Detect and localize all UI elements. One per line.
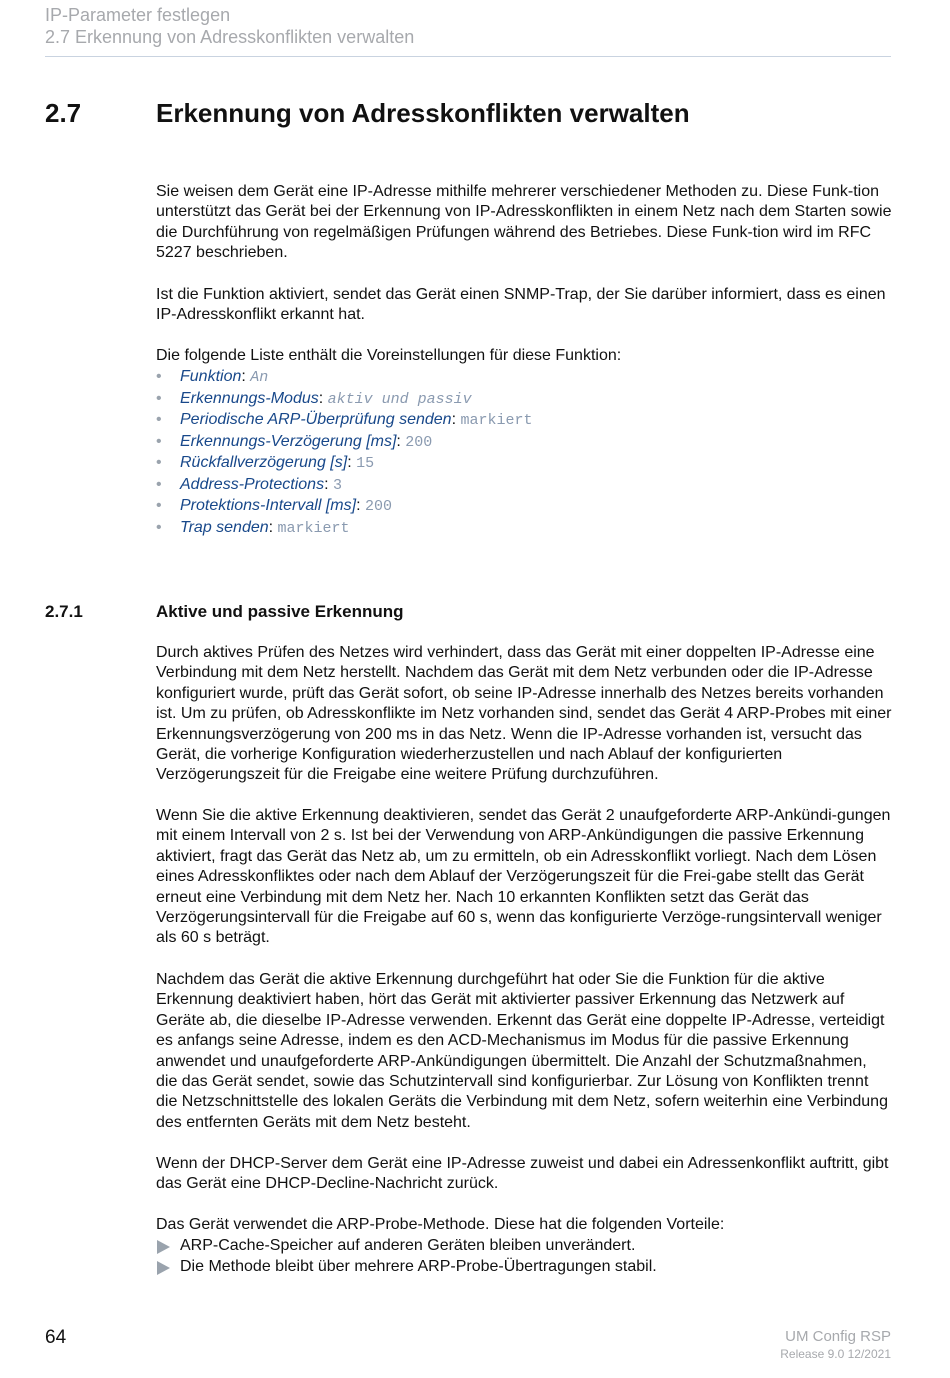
list-item [156,410,892,432]
param-name: Trap senden [180,518,269,536]
bullet-icon: • [156,389,162,407]
footer-release: Release 9.0 12/2021 [780,1347,891,1361]
active-detection-paragraph: Durch aktives Prüfen des Netzes wird verhindert, dass das Gerät mit einer doppelten IP-Adresse eine Verbindung mit dem Netz herstellt. Nachdem das Gerät mit dem Netz verbunden oder die IP-Adresse konfiguriert wurde, prüft das Gerät sofort, ob seine IP-Adresse innerhalb des Netzes bereits vorhanden ist. Um zu prüfen, ob Adresskonflikte im Netz vorhanden sind, sendet das Gerät 4 ARP-Probes mit einer Erkennungsverzögerung von 200 ms in das Netz. Wenn die IP-Adresse vorhanden ist, versucht das Gerät, die vorherige Konfiguration wiederherzustellen und nach Ablauf der konfigurierten Verzögerungszeit für die Freigabe eine weitere Prüfung durchzuführen. [156,644,892,784]
param-value: 200 [405,433,433,451]
header-divider [45,56,891,57]
separator: : [241,368,251,385]
param-name: Address-Protections [180,475,325,493]
list-item [156,496,892,518]
advantage-text: ARP-Cache-Speicher auf anderen Geräten bleiben unverändert. [180,1237,636,1254]
subsection-number: 2.7.1 [45,602,83,621]
list-item [156,453,892,475]
param-name: Erkennungs-Modus [180,389,319,407]
bullet-icon: • [156,475,162,493]
param-name: Funktion [180,368,242,385]
defaults-intro: Die folgende Liste enthält die Voreinstellungen für diese Funktion: [156,347,622,364]
advantage-text: Die Methode bleibt über mehrere ARP-Probe-Übertragungen stabil. [180,1257,657,1275]
bullet-icon: • [156,454,162,471]
defense-paragraph: Nachdem das Gerät die aktive Erkennung durchgeführt hat oder Sie die Funktion für die aktive Erkennung deaktiviert haben, hört das Gerät mit aktivierter passiver Erkennung das Netzwerk auf Geräte ab, die dieselbe IP-Adresse verwenden. Erkennt das Gerät eine doppelte IP-Adresse, verteidigt es anfangs seine Adresse, indem es den ACD-Mechanismus im Modus für die passive Erkennung anwendet und unaufgeforderte ARP-Ankündigungen übermittelt. Die Anzahl der Schutzmaßnahmen, die das Gerät sendet, sowie das Schutzintervall sind konfigurierbar. Zur Lösung von Konflikten trennt die Netzschnittstelle des lokalen Geräts die Verbindung mit dem Netz, sofern weiterhin eine Verbindung des entfernten Geräts mit dem Netz besteht. [156,971,888,1131]
param-name: Protektions-Intervall [ms] [180,497,357,514]
bullet-icon: • [156,368,162,385]
list-item [156,389,892,411]
footer-doc-title: UM Config RSP [785,1328,891,1345]
separator: : [347,454,357,471]
bullet-icon: • [156,411,162,428]
separator: : [318,389,328,407]
list-item [156,1257,892,1278]
separator: : [324,475,333,493]
subsection-title: Aktive und passive Erkennung [156,602,404,621]
running-header-section: 2.7 Erkennung von Adresskonflikten verwalten [45,27,415,47]
param-name: Erkennungs-Verzögerung [ms] [180,432,397,450]
trap-paragraph: Ist die Funktion aktiviert, sendet das Gerät einen SNMP-Trap, der Sie darüber informiert, dass es einen IP-Adresskonflikt erkannt hat. [156,286,886,324]
defaults-list [156,367,892,539]
separator: : [356,497,365,514]
section-number: 2.7 [45,98,82,128]
param-value: 200 [364,498,392,515]
advantages-list [156,1236,892,1277]
list-item [156,1236,892,1257]
running-header-chapter: IP-Parameter festlegen [45,5,231,25]
list-item [156,475,892,497]
param-name: Rückfallverzögerung [s] [180,454,348,471]
param-value: markiert [460,412,533,429]
param-name: Periodische ARP-Überprüfung senden [180,411,452,428]
triangle-bullet-icon [157,1261,170,1275]
param-value: aktiv und passiv [327,390,472,408]
section-title: Erkennung von Adresskonflikten verwalten [156,98,690,128]
page-number: 64 [45,1327,67,1348]
bullet-icon: • [156,432,162,450]
param-value: markiert [277,519,350,537]
intro-paragraph: Sie weisen dem Gerät eine IP-Adresse mithilfe mehrerer verschiedener Methoden zu. Diese Funk-tion unterstützt das Gerät bei der Erkennung von IP-Adresskonflikten in einem Netz nach dem Starten sowie die Durchführung von regelmäßigen Prüfungen während des Betriebes. Diese Funk-tion wird im RFC 5227 beschrieben. [156,183,892,262]
dhcp-paragraph: Wenn der DHCP-Server dem Gerät eine IP-Adresse zuweist und dabei ein Adressenkonflikt auftritt, gibt das Gerät eine DHCP-Decline-Nachricht zurück. [156,1155,889,1193]
separator: : [268,518,278,536]
bullet-icon: • [156,497,162,514]
separator: : [396,432,406,450]
passive-detection-paragraph: Wenn Sie die aktive Erkennung deaktivieren, sendet das Gerät 2 unaufgeforderte ARP-Ankündi-gungen mit einem Intervall von 2 s. Ist bei der Verwendung von ARP-Ankündigungen die passive Erkennung aktiviert, fragt das Gerät das Netz ab, um zu ermitteln, ob ein Adresskonflikt vorliegt. Nach dem Lösen eines Adresskonfliktes oder nach dem Ablauf der Verzögerungszeit für die Frei-gabe stellt das Gerät erneut eine Verbindung mit dem Netz her. Nach 10 erkannten Konflikten setzt das Gerät das Verzögerungsintervall für die Freigabe auf 60 s, wenn das konfigurierte Verzöge-rungsintervall weniger als 60 s beträgt. [156,807,891,947]
list-item [156,432,892,454]
param-value: An [250,369,269,386]
triangle-bullet-icon [157,1240,170,1254]
param-value: 3 [332,476,342,494]
bullet-icon: • [156,518,162,536]
list-item [156,367,892,389]
list-item [156,518,892,540]
separator: : [451,411,461,428]
arp-probe-paragraph: Das Gerät verwendet die ARP-Probe-Methode. Diese hat die folgenden Vorteile: [156,1216,725,1233]
param-value: 15 [356,455,375,472]
